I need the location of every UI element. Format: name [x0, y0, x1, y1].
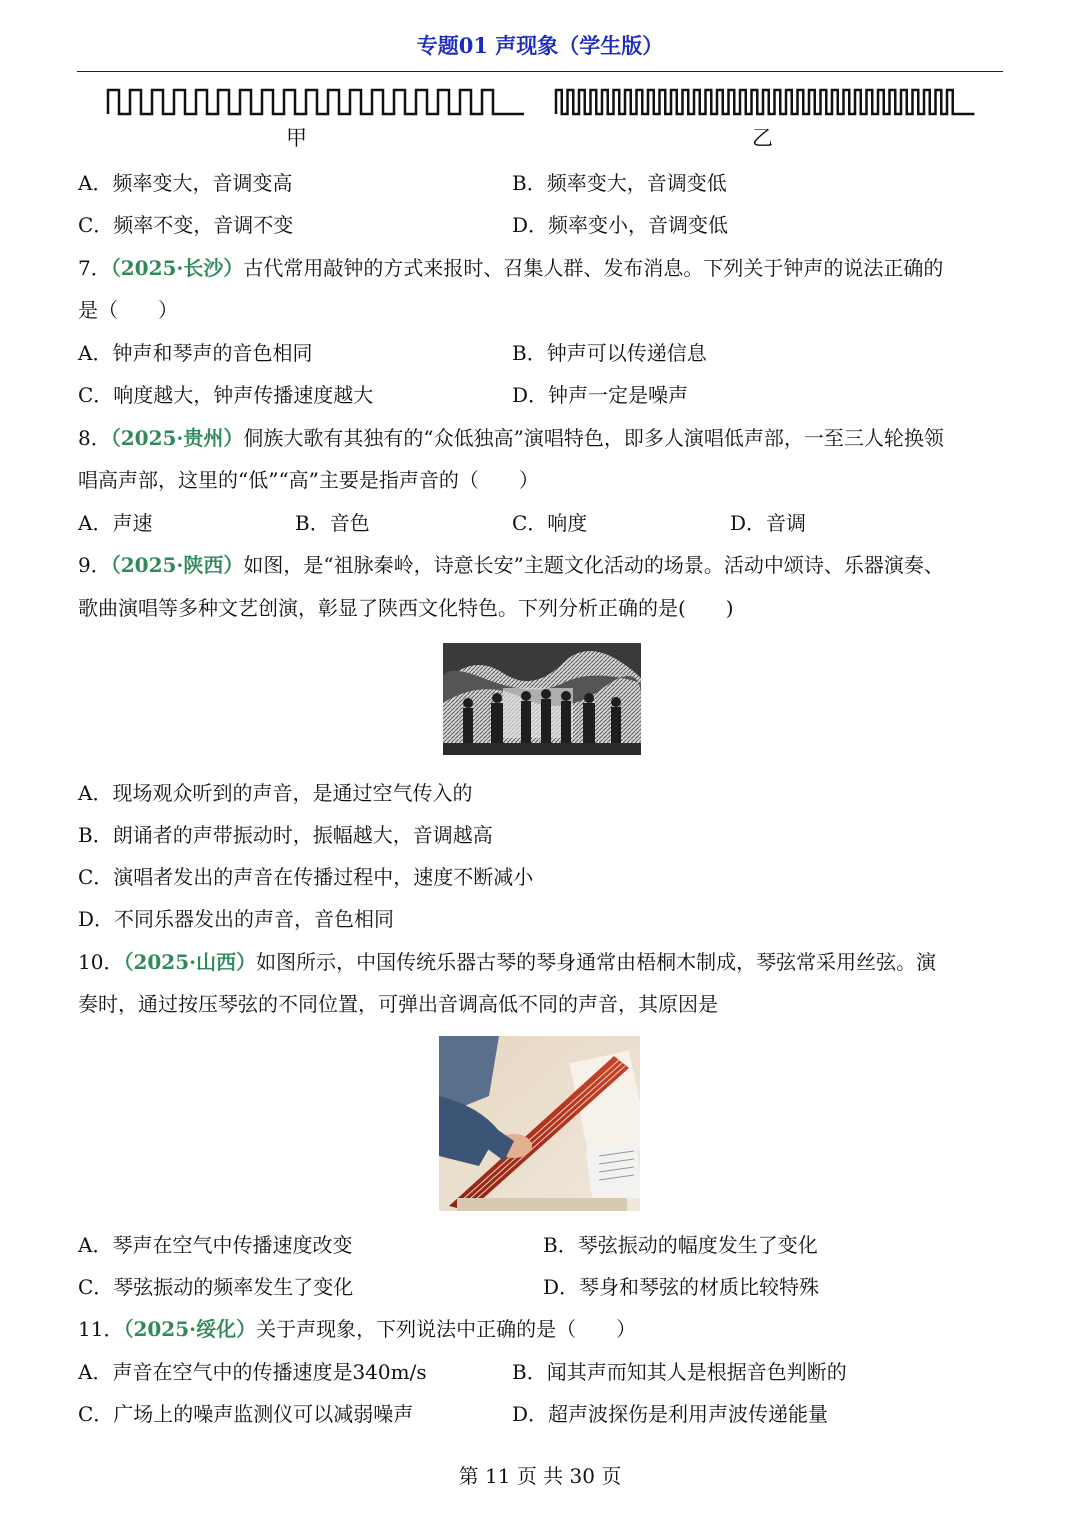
- guqin-photo: [439, 1036, 640, 1211]
- option-a: A．钟声和琴声的音色相同: [78, 341, 313, 365]
- option-a: A．琴声在空气中传播速度改变: [78, 1233, 353, 1257]
- question-8-stem-cont: 唱高声部，这里的“低”“高”主要是指声音的（ ）: [78, 468, 539, 492]
- question-9-stem: [78, 551, 944, 579]
- performance-scene-image: [443, 643, 641, 755]
- option-c: C．广场上的噪声监测仪可以减弱噪声: [78, 1402, 414, 1426]
- option-d: D．频率变小，音调变低: [512, 213, 729, 237]
- option-c: C．演唱者发出的声音在传播过程中，速度不断减小: [78, 865, 534, 889]
- question-text: 如图，是“祖脉秦岭，诗意长安”主题文化活动的场景。活动中颂诗、乐器演奏、: [243, 553, 944, 577]
- option-b: B．钟声可以传递信息: [512, 341, 707, 365]
- question-7-stem-cont: 是（ ）: [78, 298, 178, 322]
- page-title: 专题01 声现象（学生版）: [416, 33, 664, 58]
- option-c: C．频率不变，音调不变: [78, 213, 294, 237]
- question-10-stem: [78, 948, 936, 976]
- option-b: B．琴弦振动的幅度发生了变化: [543, 1233, 818, 1257]
- option-a: A．现场观众听到的声音，是通过空气传入的: [78, 781, 473, 805]
- header-divider: [77, 71, 1003, 72]
- question-source: （2025·陕西）: [110, 553, 244, 577]
- question-number: 7．: [78, 256, 111, 280]
- option-d: D．钟声一定是噪声: [512, 383, 689, 407]
- option-c: C．响度: [512, 511, 588, 535]
- option-d: D．琴身和琴弦的材质比较特殊: [543, 1275, 820, 1299]
- option-a: A．频率变大，音调变高: [78, 171, 293, 195]
- question-7-stem: [78, 254, 943, 282]
- question-number: 10．: [78, 950, 124, 974]
- wave-label-jia: 甲: [286, 126, 307, 150]
- question-source: （2025·绥化）: [123, 1317, 257, 1341]
- option-b: B．音色: [295, 511, 370, 535]
- question-source: （2025·贵州）: [110, 426, 244, 450]
- question-text: 如图所示，中国传统乐器古琴的琴身通常由梧桐木制成，琴弦常采用丝弦。演: [256, 950, 937, 974]
- option-d: D．不同乐器发出的声音，音色相同: [78, 907, 395, 931]
- question-8-stem: [78, 424, 944, 452]
- option-b: B．朗诵者的声带振动时，振幅越大，音调越高: [78, 823, 493, 847]
- question-number: 9．: [78, 553, 111, 577]
- question-text: 侗族大歌有其独有的“众低独高”演唱特色，即多人演唱低声部，一至三人轮换领: [243, 426, 944, 450]
- page-number: 第 11 页 共 30 页: [458, 1464, 622, 1488]
- wave-label-yi: 乙: [752, 126, 773, 150]
- option-a: A．声音在空气中的传播速度是340m/s: [78, 1360, 427, 1384]
- question-source: （2025·山西）: [123, 950, 257, 974]
- question-text: 关于声现象，下列说法中正确的是（ ）: [256, 1317, 637, 1341]
- wave-figure-yi: [552, 86, 976, 118]
- question-number: 11．: [78, 1317, 124, 1341]
- question-number: 8．: [78, 426, 111, 450]
- question-10-stem-cont: 奏时，通过按压琴弦的不同位置，可弹出音调高低不同的声音，其原因是: [78, 992, 718, 1016]
- option-c: C．琴弦振动的频率发生了变化: [78, 1275, 354, 1299]
- question-9-stem-cont: 歌曲演唱等多种文艺创演，彰显了陕西文化特色。下列分析正确的是( ): [78, 596, 734, 620]
- option-b: B．频率变大，音调变低: [512, 171, 727, 195]
- question-11-stem: [78, 1315, 636, 1343]
- question-source: （2025·长沙）: [110, 256, 244, 280]
- option-b: B．闻其声而知其人是根据音色判断的: [512, 1360, 847, 1384]
- question-text: 古代常用敲钟的方式来报时、召集人群、发布消息。下列关于钟声的说法正确的: [243, 256, 944, 280]
- option-d: D．超声波探伤是利用声波传递能量: [512, 1402, 829, 1426]
- option-c: C．响度越大，钟声传播速度越大: [78, 383, 374, 407]
- option-d: D．音调: [730, 511, 807, 535]
- option-a: A．声速: [78, 511, 153, 535]
- wave-figure-jia: [104, 86, 528, 118]
